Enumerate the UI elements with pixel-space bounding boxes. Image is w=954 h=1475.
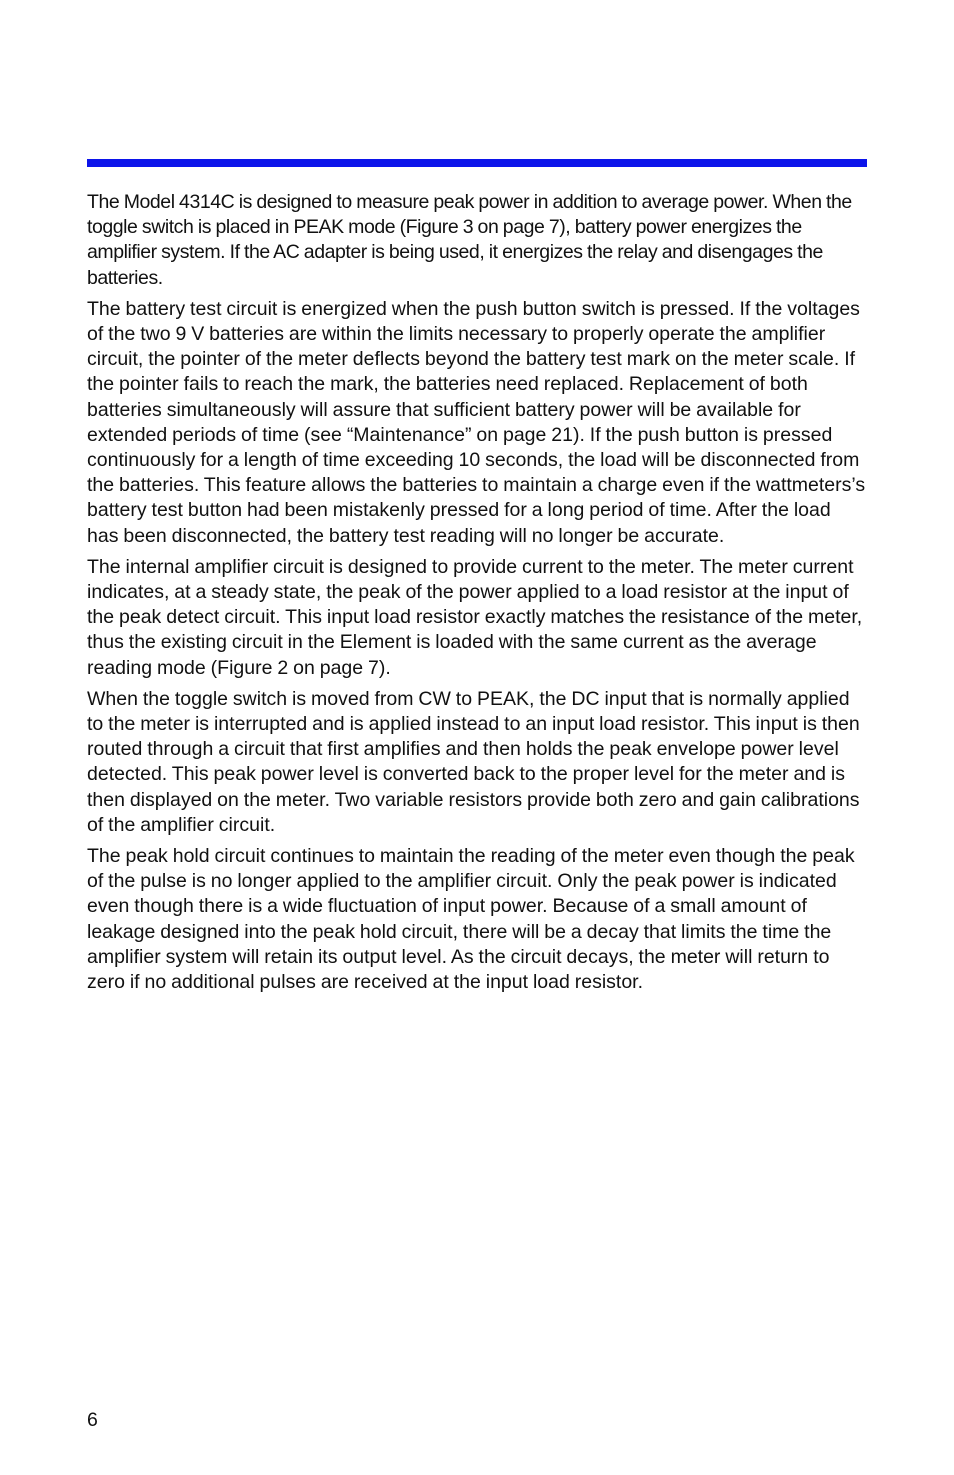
paragraph-amplifier-circuit: The internal amplifier circuit is designed to provide current to the meter. The meter current indicates, at a steady state, the peak of the power applied to a load resistor at the input of the peak detect circuit. This input load resistor exactly matches the resistance of the meter, thus the existing circuit in the Element is loaded with the same current as the average reading mode (Figure 2 on page 7). [87, 555, 863, 679]
paragraph-peak-mode: The Model 4314C is designed to measure peak power in addition to average power. When the toggle switch is placed in PEAK mode (Figure 3 on page 7), battery power energizes the amplifier system. If the AC adapter is being used, it energizes the relay and disengages the batteries. [87, 191, 852, 289]
page-number: 6 [87, 1409, 98, 1431]
paragraph-toggle-switch: When the toggle switch is moved from CW to PEAK, the DC input that is normally applied to the meter is interrupted and is applied instead to an input load resistor. This input is then routed through a circuit that first amplifies and then holds the peak envelope power level detected. This peak power level is converted back to the proper level for the meter and is then displayed on the meter. Two variable resistors provide both zero and gain calibrations of the amplifier circuit. [87, 687, 860, 836]
header-rule [87, 159, 867, 167]
body-text [87, 190, 867, 1001]
paragraph-battery-test: The battery test circuit is energized when the push button switch is pressed. If the voltages of the two 9 V batteries are within the limits necessary to properly operate the amplifier circuit, the pointer of the meter deflects beyond the battery test mark on the meter scale. If the pointer fails to reach the mark, the batteries need replaced. Replacement of both batteries simultaneously will assure that sufficient battery power will be available for extended periods of time (see “Maintenance” on page 21). If the push button is pressed continuously for a length of time exceeding 10 seconds, the load will be disconnected from the batteries. This feature allows the batteries to maintain a charge even if the wattmeters’s battery test button had been mistakenly pressed for a long period of time. After the load has been disconnected, the battery test reading will no longer be accurate. [87, 297, 866, 547]
paragraph-peak-hold: The peak hold circuit continues to maintain the reading of the meter even though the peak of the pulse is no longer applied to the amplifier circuit. Only the peak power is indicated even though there is a wide fluctuation of input power. Because of a small amount of leakage designed into the peak hold circuit, there will be a decay that limits the time the amplifier system will retain its output level. As the circuit decays, the meter will return to zero if no additional pulses are received at the input load resistor. [87, 845, 855, 994]
